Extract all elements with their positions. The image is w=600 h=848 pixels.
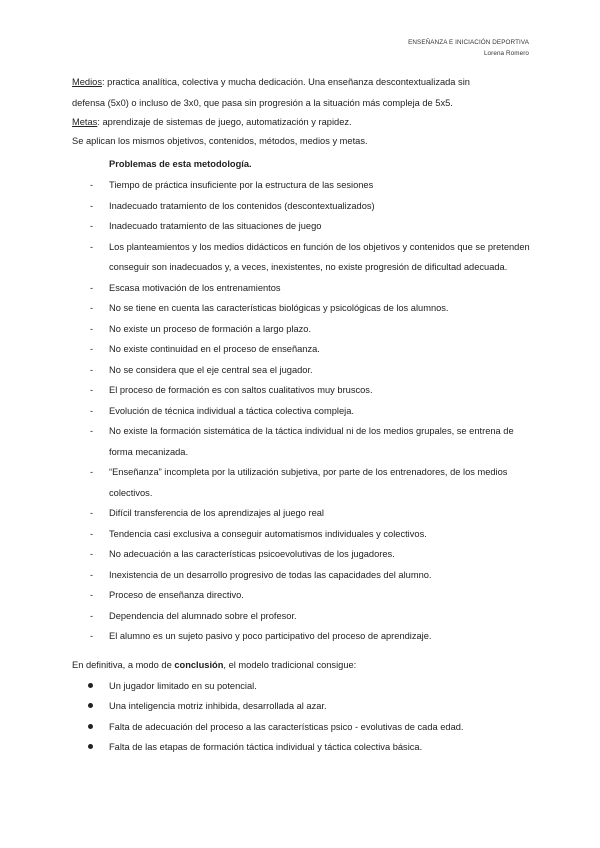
problem-item <box>72 216 532 237</box>
dash-marker: - <box>90 221 94 231</box>
problem-text: Escasa motivación de los entrenamientos <box>109 282 281 293</box>
medios-line-1 <box>72 72 532 93</box>
problem-text: No existe un proceso de formación a largo plazo. <box>109 323 312 334</box>
problem-text: No existe la formación sistemática de la táctica individual ni de los medios grupales, se entrena de forma mecanizada. <box>109 426 514 457</box>
problem-text: Dependencia del alumnado sobre el profesor. <box>109 610 297 621</box>
problem-item <box>72 606 532 627</box>
problem-item <box>72 196 532 217</box>
header-author: Lorena Romero <box>483 50 529 57</box>
dash-marker: - <box>90 180 94 190</box>
problem-item <box>72 401 532 422</box>
problem-item <box>72 175 532 196</box>
metas-line <box>72 114 532 131</box>
page-header <box>408 37 529 59</box>
dash-marker: - <box>90 385 94 395</box>
conclusion-text: Falta de adecuación del proceso a las características psico - evolutivas de cada edad. <box>109 721 464 732</box>
problems-heading: Problemas de esta metodología. <box>109 159 252 169</box>
conclusion-item <box>72 737 532 758</box>
problem-item <box>72 626 532 647</box>
medios-line-2: defensa (5x0) o incluso de 3x0, que pasa sin progresión a la situación más compleja de 5x5. <box>72 98 453 108</box>
bullet-icon <box>88 724 93 729</box>
medios-text-1: : practica analítica, colectiva y mucha dedicación. Una enseñanza descontextualizada sin <box>101 77 470 87</box>
problem-item <box>72 462 532 503</box>
problem-item <box>72 380 532 401</box>
bullet-icon <box>88 683 93 688</box>
problem-item <box>72 585 532 606</box>
bullet-icon <box>88 703 93 708</box>
problem-item <box>72 278 532 299</box>
problem-text: Difícil transferencia de los aprendizajes al juego real <box>109 508 324 518</box>
medios-label: Medios <box>72 77 102 87</box>
conclusion-text: Un jugador limitado en su potencial. <box>109 680 257 691</box>
problem-text: “Enseñanza” incompleta por la utilización subjetiva, por parte de los entrenadores, de los medios colectivos. <box>109 467 508 498</box>
problem-text: Inadecuado tratamiento de las situaciones de juego <box>109 221 322 231</box>
problem-item <box>72 339 532 360</box>
dash-marker: - <box>90 405 94 416</box>
bullet-icon <box>88 744 93 749</box>
document-body <box>72 72 532 758</box>
dash-marker: - <box>90 303 94 313</box>
problem-text: No se tiene en cuenta las características biológicas y psicológicas de los alumnos. <box>109 303 449 313</box>
problem-item <box>72 298 532 319</box>
dash-marker: - <box>90 549 94 559</box>
problem-text: No adecuación a las características psicoevolutivas de los jugadores. <box>109 549 395 559</box>
dash-marker: - <box>90 590 94 600</box>
conclusion-post: , el modelo tradicional consigue: <box>223 659 357 670</box>
problem-text: Los planteamientos y los medios didácticos en función de los objetivos y contenidos que se pretenden conseguir son inadecuados y, a veces, inexistentes, no existe progresión de dificultad adecuada. <box>109 241 530 272</box>
problem-item <box>72 524 532 545</box>
problem-text: Inadecuado tratamiento de los contenidos (descontextualizados) <box>109 200 375 211</box>
conclusion-item <box>72 676 532 697</box>
dash-marker: - <box>90 344 94 354</box>
dash-marker: - <box>90 282 94 293</box>
dash-marker: - <box>90 323 94 334</box>
problem-item <box>72 503 532 524</box>
conclusion-text: Falta de las etapas de formación táctica individual y táctica colectiva básica. <box>109 742 423 752</box>
problem-item <box>72 319 532 340</box>
problem-item <box>72 544 532 565</box>
dash-marker: - <box>90 467 94 477</box>
conclusion-item <box>72 696 532 717</box>
problem-text: El alumno es un sujeto pasivo y poco participativo del proceso de aprendizaje. <box>109 631 432 641</box>
problem-text: El proceso de formación es con saltos cualitativos muy bruscos. <box>109 385 373 395</box>
dash-marker: - <box>90 426 94 436</box>
dash-marker: - <box>90 241 94 252</box>
problem-text: Tendencia casi exclusiva a conseguir automatismos individuales y colectivos. <box>109 528 427 539</box>
problem-text: No existe continuidad en el proceso de enseñanza. <box>109 344 320 354</box>
problem-text: Tiempo de práctica insuficiente por la estructura de las sesiones <box>109 180 374 190</box>
dash-marker: - <box>90 200 94 211</box>
dash-marker: - <box>90 364 94 375</box>
problem-item <box>72 237 532 278</box>
problem-item <box>72 421 532 462</box>
problem-text: No se considera que el eje central sea el jugador. <box>109 364 313 375</box>
problem-text: Evolución de técnica individual a táctica colectiva compleja. <box>109 405 354 416</box>
dash-marker: - <box>90 631 94 641</box>
dash-marker: - <box>90 610 94 621</box>
conclusion-text: Una inteligencia motriz inhibida, desarrollada al azar. <box>109 701 327 711</box>
dash-marker: - <box>90 569 94 580</box>
conclusion-item <box>72 717 532 738</box>
problem-item <box>72 360 532 381</box>
metas-text: : aprendizaje de sistemas de juego, automatización y rapidez. <box>97 117 352 127</box>
same-elements-line: Se aplican los mismos objetivos, contenidos, métodos, medios y metas. <box>72 136 368 146</box>
conclusion-list <box>72 676 532 758</box>
problems-list <box>72 175 532 647</box>
problem-item <box>72 565 532 586</box>
problem-text: Proceso de enseñanza directivo. <box>109 590 244 600</box>
header-course-title: ENSEÑANZA E INICIACIÓN DEPORTIVA <box>408 39 529 46</box>
dash-marker: - <box>90 508 94 518</box>
metas-label: Metas <box>72 117 98 127</box>
conclusion-pre: En definitiva, a modo de <box>72 659 175 670</box>
dash-marker: - <box>90 528 94 539</box>
conclusion-bold: conclusión <box>174 659 224 670</box>
conclusion-intro <box>72 655 532 676</box>
problem-text: Inexistencia de un desarrollo progresivo de todas las capacidades del alumno. <box>109 569 432 580</box>
